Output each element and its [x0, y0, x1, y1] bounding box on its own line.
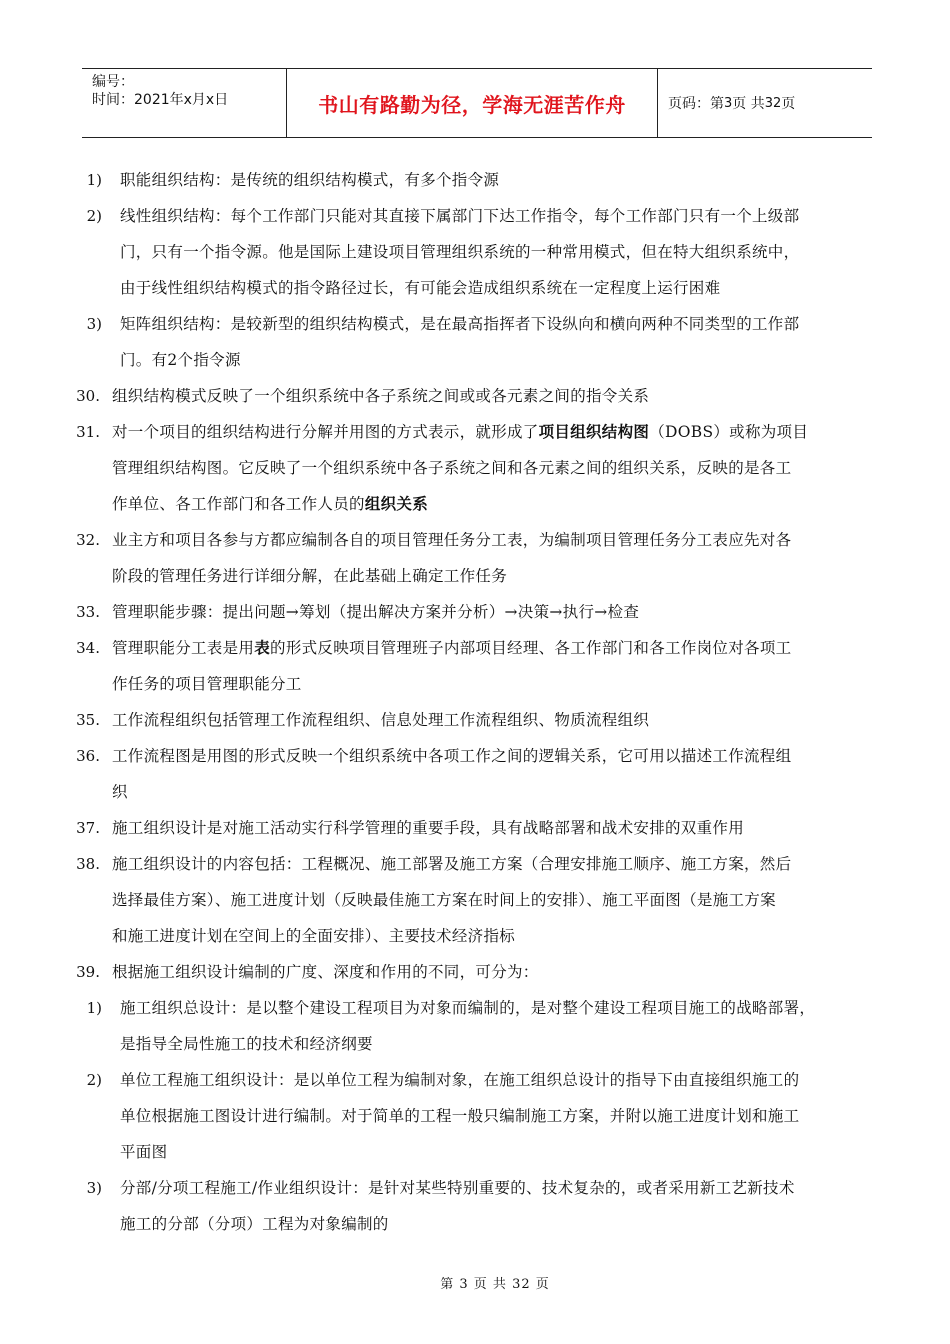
item-text [120, 306, 882, 378]
page-end: 页 [781, 96, 796, 112]
text-line: 业主方和项目各参与方都应编制各自的项目管理任务分工表，为编制项目管理任务分工表应先对各 [112, 531, 792, 549]
text-line: 工作流程组织包括管理工作流程组织、信息处理工作流程组织、物质流程组织 [112, 711, 650, 729]
text-line: 作任务的项目管理职能分工 [112, 675, 302, 693]
text-run: （DOBS）或称为项目 [649, 423, 809, 441]
text-line: 职能组织结构：是传统的组织结构模式，有多个指令源 [120, 171, 500, 189]
item-text [120, 198, 882, 306]
item-number: 32. [76, 531, 100, 549]
page-total: 32 [764, 95, 782, 111]
footer-total: 32 [512, 1277, 531, 1292]
item-text [112, 594, 882, 630]
text-run: 管理职能分工表是用 [112, 639, 255, 657]
text-line: 组织结构模式反映了一个组织系统中各子系统之间或或各元素之间的指令关系 [112, 387, 650, 405]
footer-prefix: 第 [440, 1277, 455, 1292]
text-line: 管理职能步骤：提出问题→筹划（提出解决方案并分析）→决策→执行→检查 [112, 603, 640, 621]
footer-mid: 页 共 [473, 1277, 507, 1292]
text-run: 作单位、各工作部门和各工作人员的 [112, 495, 365, 513]
page-mid: 页 共 [732, 96, 765, 112]
text-run: 对一个项目的组织结构进行分解并用图的方式表示，就形成了 [112, 423, 539, 441]
item-number: 36. [76, 747, 100, 765]
header-page-info [658, 69, 872, 137]
item-number: 37. [76, 819, 100, 837]
item-number: 39. [76, 963, 100, 981]
page-header [82, 68, 872, 138]
text-line: 门。有2个指令源 [120, 351, 241, 369]
item-number: 30. [76, 387, 100, 405]
item-text [112, 414, 882, 522]
text-line [112, 630, 882, 666]
header-meta [82, 69, 286, 137]
item-number: 3) [86, 315, 102, 333]
item-text [120, 990, 882, 1062]
text-line: 施工组织设计的内容包括：工程概况、施工部署及施工方案（合理安排施工顺序、施工方案，然后 [112, 855, 792, 873]
page-footer [0, 1273, 950, 1292]
text-line: 施工组织总设计：是以整个建设工程项目为对象而编制的，是对整个建设工程项目施工的战略部署， [120, 999, 816, 1017]
text-run: 的形式反映项目管理班子内部项目经理、各工作部门和各工作岗位对各项工 [270, 639, 792, 657]
code-label: 编号： [92, 74, 134, 90]
text-line: 线性组织结构：每个工作部门只能对其直接下属部门下达工作指令，每个工作部门只有一个上级部 [120, 207, 800, 225]
item-text [112, 522, 882, 594]
text-line: 分部/分项工程施工/作业组织设计：是针对某些特别重要的、技术复杂的，或者采用新工艺新技术 [120, 1179, 795, 1197]
item-text [112, 702, 882, 738]
bold-term: 表 [254, 639, 271, 657]
item-text [112, 378, 882, 414]
text-line [112, 486, 882, 522]
item-number: 1) [86, 171, 102, 189]
text-line: 门，只有一个指令源。他是国际上建设项目管理组织系统的一种常用模式，但在特大组织系统中， [120, 243, 800, 261]
item-text [112, 810, 882, 846]
item-number: 3) [86, 1179, 102, 1197]
item-number: 31. [76, 423, 100, 441]
text-line: 施工组织设计是对施工活动实行科学管理的重要手段，具有战略部署和战术安排的双重作用 [112, 819, 745, 837]
text-line: 是指导全局性施工的技术和经济纲要 [120, 1035, 373, 1053]
item-number: 2) [86, 207, 102, 225]
time-label: 时间：2021年x月x日 [92, 92, 229, 108]
text-line: 和施工进度计划在空间上的全面安排）、主要技术经济指标 [112, 927, 516, 945]
item-number: 1) [86, 999, 102, 1017]
item-text [112, 738, 882, 810]
text-line: 管理组织结构图。它反映了一个组织系统中各子系统之间和各元素之间的组织关系，反映的是各工 [112, 459, 792, 477]
text-line: 织 [112, 783, 128, 801]
text-line: 平面图 [120, 1143, 168, 1161]
page-number: 3 [724, 95, 733, 111]
item-text [112, 630, 882, 702]
item-number: 33. [76, 603, 100, 621]
text-line [112, 414, 882, 450]
text-line: 选择最佳方案）、施工进度计划（反映最佳施工方案在时间上的安排）、施工平面图（是施工方案 [112, 891, 776, 909]
text-line: 施工的分部（分项）工程为对象编制的 [120, 1215, 389, 1233]
text-line: 根据施工组织设计编制的广度、深度和作用的不同，可分为： [112, 963, 539, 981]
text-line: 阶段的管理任务进行详细分解，在此基础上确定工作任务 [112, 567, 508, 585]
item-number: 35. [76, 711, 100, 729]
text-line: 单位根据施工图设计进行编制。对于简单的工程一般只编制施工方案，并附以施工进度计划和施工 [120, 1107, 800, 1125]
item-text [120, 1062, 882, 1170]
text-line: 单位工程施工组织设计：是以单位工程为编制对象，在施工组织总设计的指导下由直接组织施工的 [120, 1071, 800, 1089]
footer-suffix: 页 [535, 1277, 550, 1292]
item-text [120, 162, 882, 198]
bold-term: 项目组织结构图 [538, 423, 650, 441]
item-number: 34. [76, 639, 100, 657]
item-text [112, 954, 882, 990]
footer-page: 3 [459, 1277, 469, 1292]
header-motto-cell [286, 69, 658, 137]
text-line: 由于线性组织结构模式的指令路径过长，有可能会造成组织系统在一定程度上运行困难 [120, 279, 721, 297]
bold-term: 组织关系 [364, 495, 429, 513]
item-text [120, 1170, 882, 1242]
page-label: 页码：第 [668, 96, 724, 112]
item-number: 2) [86, 1071, 102, 1089]
item-text [112, 846, 882, 954]
text-line: 工作流程图是用图的形式反映一个组织系统中各项工作之间的逻辑关系，它可用以描述工作流程组 [112, 747, 792, 765]
item-number: 38. [76, 855, 100, 873]
motto: 书山有路勤为径，学海无涯苦作舟 [318, 92, 626, 117]
text-line: 矩阵组织结构：是较新型的组织结构模式，是在最高指挥者下设纵向和横向两种不同类型的工作部 [120, 315, 800, 333]
